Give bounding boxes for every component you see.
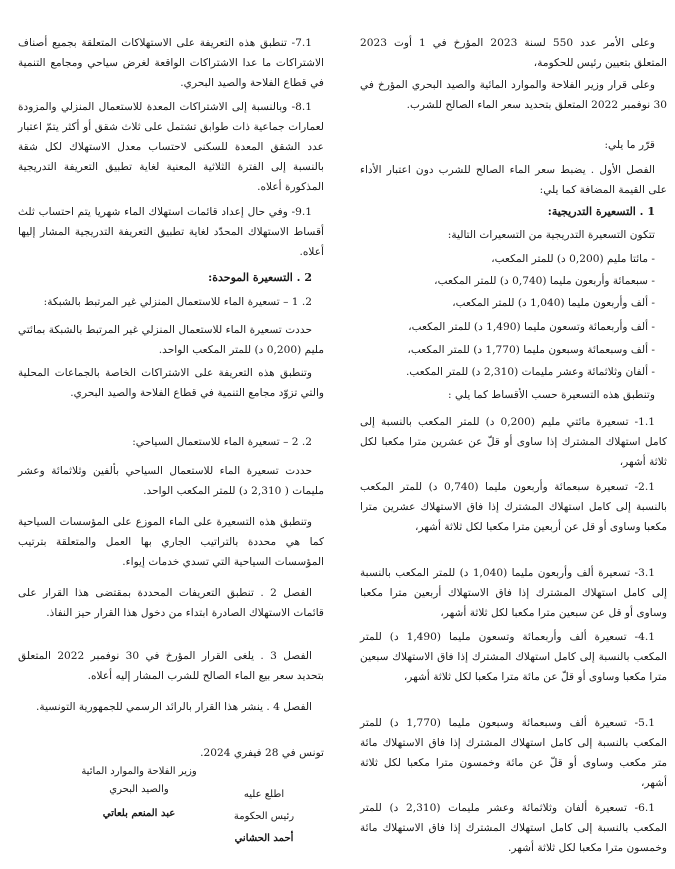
- article-2-paragraph: الفصل 2 . تنطبق التعريفات المحددة بمقتضى هذا القرار على قائمات الاستهلاك الصادرة ابتداء من دخول هذا القرار حيز النفاذ.: [18, 587, 324, 619]
- tourist-price-paragraph: حددت تسعيرة الماء للاستعمال السياحي بألفين وثلاثمائة وعشر مليمات ( 2,310 د) للمتر المكعب الواحد.: [18, 465, 324, 497]
- tier-item: - مائتا مليم (0,200 د) للمتر المكعب،: [491, 253, 655, 265]
- pm-signature-block: [214, 786, 314, 848]
- pm-name: أحمد الحشاني: [234, 833, 294, 844]
- minister-name: عبد المنعم بلعاتي: [102, 808, 176, 819]
- tier-item: - ألف وأربعمائة وتسعون مليما (1,490 د) للمتر المكعب،: [408, 321, 655, 333]
- date-line: تونس في 28 فيفري 2024.: [200, 747, 324, 759]
- seen-label: اطلع عليه: [243, 789, 285, 800]
- tier-item: - ألف وسبعمائة وسبعون مليما (1,770 د) للمتر المكعب،: [407, 344, 655, 356]
- domestic-price-paragraph: حددت تسعيرة الماء للاستعمال المنزلي غير المرتبط بالشبكة بمائتي مليم (0,200 د) للمتر المكعب الواحد.: [18, 324, 324, 356]
- minister-title-line-1: وزير الفلاحة والموارد المائية: [81, 766, 197, 777]
- article-3-paragraph: الفصل 3 . يلغى القرار المؤرخ في 30 نوفمبر 2022 المتعلق بتحديد سعر بيع الماء الصالح للشرب المشار إليه أعلاه.: [18, 650, 324, 682]
- domestic-subheading: 2. 1 – تسعيرة الماء للاستعمال المنزلي غير المرتبط بالشبكة:: [43, 296, 312, 308]
- tier-item: - سبعمائة وأربعون مليما (0,740 د) للمتر المكعب،: [434, 275, 655, 287]
- minister-signature-block: [64, 763, 214, 823]
- tier-item: - ألفان وثلاثمائة وعشر مليمات (2,310 د) للمتر المكعب.: [405, 366, 655, 378]
- tiers-apply-line: وتنطبق هذه التسعيرة حسب الأقساط كما يلي :: [448, 389, 655, 401]
- clause-6-1: 6.1- تسعيرة ألفان وثلاثمائة وعشر مليمات (2,310 د) للمتر المكعب بالنسبة إلى كامل استهلاك المشترك إذا فاق الاستهلاك مائة وخمسون مترا مكعبا لكل ثلاثة أشهر.: [360, 802, 667, 854]
- unified-tariff-heading: 2 . التسعيرة الموحدة:: [208, 271, 312, 284]
- article-4-paragraph: الفصل 4 . ينشر هذا القرار بالرائد الرسمي للجمهورية التونسية.: [36, 701, 312, 713]
- pm-title: رئيس الحكومة: [233, 811, 295, 822]
- clause-9-1: 9.1- وفي حال إعداد قائمات استهلاك الماء شهريا يتم احتساب ثلث أقساط الاستهلاك المحدّد لغاية تطبيق التعريفة التدريجية المشار إليها أعلاه.: [18, 206, 324, 258]
- tiers-intro: تتكون التسعيرة التدريجية من التسعيرات التالية:: [447, 229, 655, 241]
- domestic-apply-paragraph: وتنطبق هذه التعريفة على الاشتراكات الخاصة بالجماعات المحلية والتي تزوّد مجامع التنمية في قطاع الفلاحة والصيد البحري.: [18, 367, 324, 399]
- clause-1-1: 1.1- تسعيرة مائتي مليم (0,200 د) للمتر المكعب بالنسبة إلى كامل استهلاك المشترك إذا ساوى أو قلّ عن عشرين مترا مكعبا لكل ثلاثة أشهر،: [360, 416, 667, 468]
- tourist-apply-paragraph: وتنطبق هذه التسعيرة على الماء الموزع على المؤسسات السياحية كما هي محددة بالتراتيب الجاري بها العمل والمتعلقة بترتيب المؤسسات السياحية التي تسدي خدمات إيواء.: [18, 516, 324, 568]
- minister-decision-paragraph: وعلى قرار وزير الفلاحة والموارد المائية والصيد البحري المؤرخ في 30 نوفمبر 2022 المتعلق بتحديد سعر الماء الصالح للشرب.: [360, 79, 667, 111]
- clause-5-1: 5.1- تسعيرة ألف وسبعمائة وسبعون مليما (1,770 د) للمتر المكعب بالنسبة إلى كامل استهلاك المشترك إذا فاق الاستهلاك مائة متر مكعب وساوى أو قلّ عن مائة وخمسون مترا مكعبا لكل ثلاثة أشهر،: [360, 717, 667, 789]
- decided-line: قرّر ما يلي:: [604, 139, 655, 151]
- clause-4-1: 4.1- تسعيرة ألف وأربعمائة وتسعون مليما (1,490 د) للمتر المكعب بالنسبة إلى كامل استهلاك المشترك إذا فاق الاستهلاك سبعين مترا مكعبا وساوى أو قلّ عن مائة مترا مكعبا لكل ثلاثة أشهر،: [360, 631, 667, 683]
- tier-item: - ألف وأربعون مليما (1,040 د) للمتر المكعب،: [452, 297, 655, 309]
- clause-8-1: 8.1- وبالنسبة إلى الاشتراكات المعدة للاستعمال المنزلي والمزودة لعمارات جماعية ذات طوابق تشتمل على ثلاث شقق أو أكثر يتمّ اعتبار عدد الشقق المعدة للسكنى لاحتساب معدل الاستهلاك لكل شقة بالنسبة إلى الفترة الثلاثية المعنية لغاية تطبيق التعريفة التدريجية المذكورة أعلاه.: [18, 101, 324, 193]
- tourist-subheading: 2. 2 – تسعيرة الماء للاستعمال السياحي:: [132, 436, 312, 448]
- tiered-tariff-heading: 1 . التسعيرة التدريجية:: [547, 205, 655, 218]
- decree-550-paragraph: وعلى الأمر عدد 550 لسنة 2023 المؤرخ في 1 أوت 2023 المتعلق بتعيين رئيس للحكومة،: [360, 37, 667, 69]
- clause-3-1: 3.1- تسعيرة ألف وأربعون مليما (1,040 د) للمتر المكعب بالنسبة إلى كامل استهلاك المشترك إذا فاق الاستهلاك أربعين مترا مكعبا وساوى أو قل عن سبعين مترا مكعبا لكل ثلاثة أشهر،: [360, 567, 667, 619]
- clause-7-1: 7.1- تنطبق هذه التعريفة على الاستهلاكات المتعلقة بجميع أصناف الاشتراكات ما عدا الاشتراكات الواقعة لغرض سياحي ومجامع التنمية في قطاع الفلاحة والصيد البحري.: [18, 37, 324, 89]
- clause-2-1: 2.1- تسعيرة سبعمائة وأربعون مليما (0,740 د) للمتر المكعب بالنسبة إلى كامل استهلاك المشترك إذا فاق الاستهلاك عشرين مترا مكعبا وساوى أو قل عن أربعين مترا مكعبا لكل ثلاثة أشهر،: [360, 481, 667, 533]
- minister-title-line-2: والصيد البحري: [109, 784, 169, 795]
- article-1-paragraph: الفصل الأول . يضبط سعر الماء الصالح للشرب دون اعتبار الأداء على القيمة المضافة كما يلي:: [360, 164, 667, 196]
